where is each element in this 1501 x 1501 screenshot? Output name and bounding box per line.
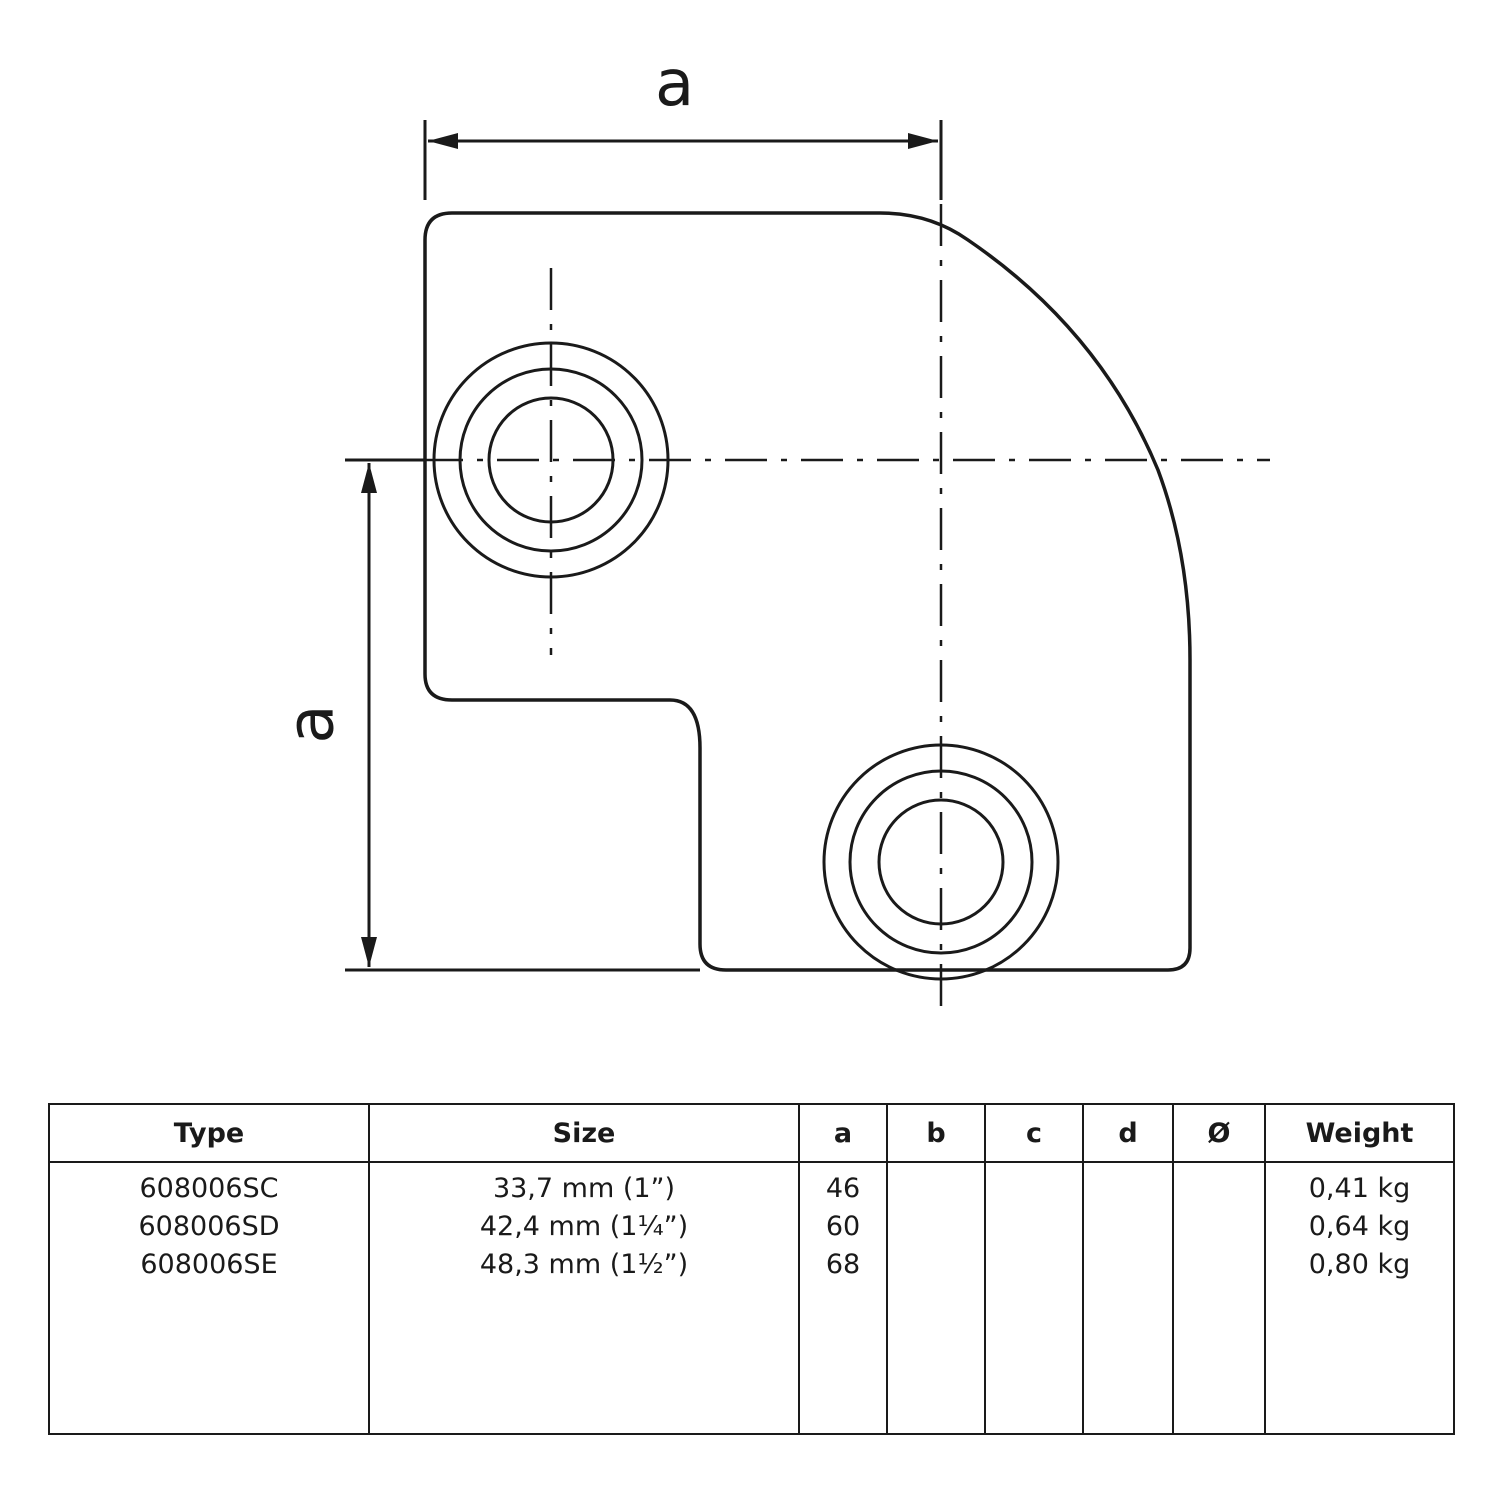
empty-cell: [369, 1283, 799, 1434]
header-size: Size: [369, 1104, 799, 1162]
empty-cell: [985, 1283, 1083, 1434]
cell-diameter: [1173, 1245, 1265, 1283]
cell-weight: 0,80 kg: [1265, 1245, 1454, 1283]
spec-table: [48, 1103, 1455, 1435]
left-dimension-arrow-icon: [345, 460, 700, 970]
dimension-label-a-horizontal: a: [655, 47, 695, 121]
cell-d: [1083, 1245, 1173, 1283]
header-d: d: [1083, 1104, 1173, 1162]
cell-b: [887, 1245, 985, 1283]
cell-type: 608006SE: [49, 1245, 369, 1283]
header-diameter: Ø: [1173, 1104, 1265, 1162]
cell-d: [1083, 1162, 1173, 1207]
cell-a: 46: [799, 1162, 887, 1207]
header-weight: Weight: [1265, 1104, 1454, 1162]
cell-c: [985, 1207, 1083, 1245]
empty-cell: [1173, 1283, 1265, 1434]
cell-diameter: [1173, 1162, 1265, 1207]
empty-cell: [799, 1283, 887, 1434]
cell-d: [1083, 1207, 1173, 1245]
empty-cell: [887, 1283, 985, 1434]
cell-a: 68: [799, 1245, 887, 1283]
table-empty-space: [49, 1283, 1454, 1434]
cell-type: 608006SD: [49, 1207, 369, 1245]
cell-b: [887, 1162, 985, 1207]
lower-socket-circles: [824, 745, 1058, 979]
fitting-outline: [425, 213, 1190, 970]
cell-size: 48,3 mm (1½”): [369, 1245, 799, 1283]
table-row: [49, 1162, 1454, 1207]
cell-type: 608006SC: [49, 1162, 369, 1207]
cell-size: 42,4 mm (1¼”): [369, 1207, 799, 1245]
cell-weight: 0,41 kg: [1265, 1162, 1454, 1207]
cell-c: [985, 1162, 1083, 1207]
header-b: b: [887, 1104, 985, 1162]
empty-cell: [1083, 1283, 1173, 1434]
top-dimension-arrow-icon: [425, 120, 941, 200]
table-row: [49, 1245, 1454, 1283]
empty-cell: [49, 1283, 369, 1434]
header-c: c: [985, 1104, 1083, 1162]
empty-cell: [1265, 1283, 1454, 1434]
cell-diameter: [1173, 1207, 1265, 1245]
spec-table-wrap: [48, 1103, 1453, 1435]
cell-c: [985, 1245, 1083, 1283]
table-header-row: [49, 1104, 1454, 1162]
header-type: Type: [49, 1104, 369, 1162]
cell-a: 60: [799, 1207, 887, 1245]
cell-b: [887, 1207, 985, 1245]
cell-weight: 0,64 kg: [1265, 1207, 1454, 1245]
dimension-label-a-vertical: a: [274, 704, 349, 744]
header-a: a: [799, 1104, 887, 1162]
table-row: [49, 1207, 1454, 1245]
cell-size: 33,7 mm (1”): [369, 1162, 799, 1207]
centerline-icon: [345, 128, 1270, 1020]
